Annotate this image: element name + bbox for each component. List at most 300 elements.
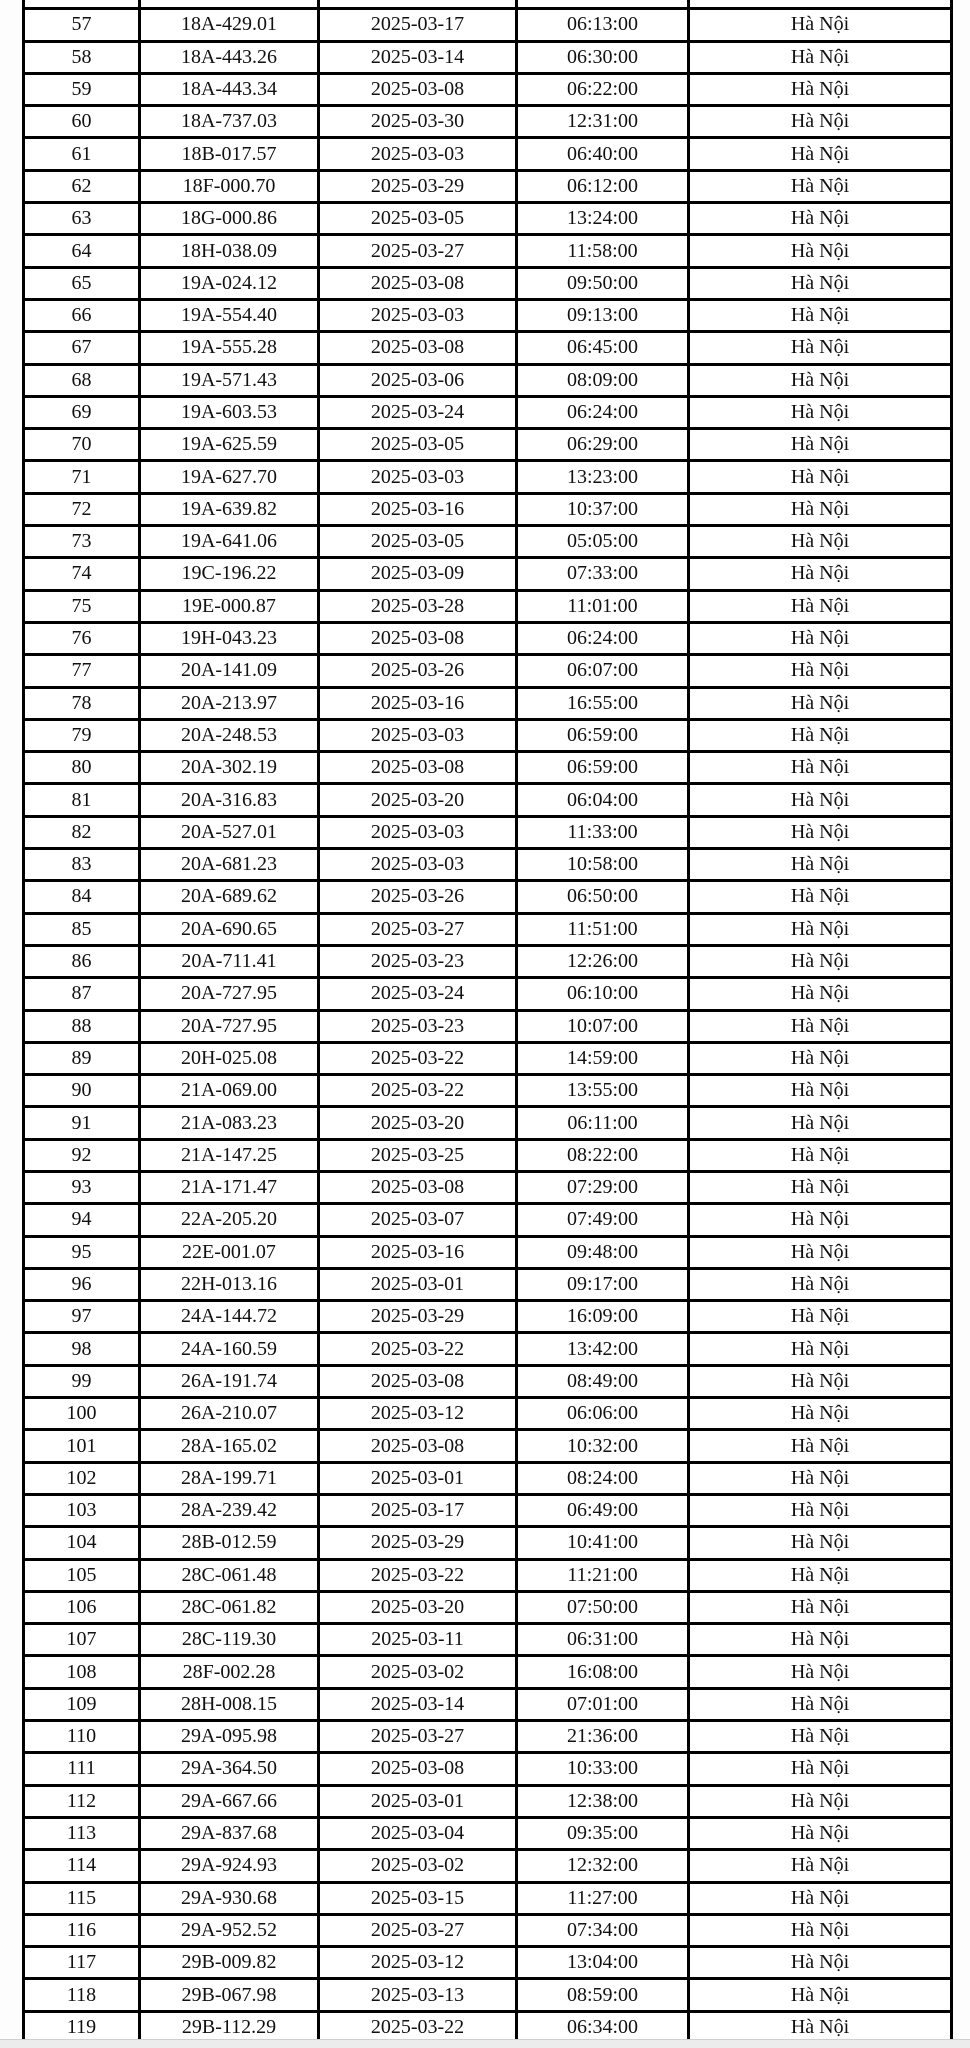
cell-date: 2025-03-17 <box>319 1494 517 1526</box>
cell-location: Hà Nội <box>689 493 952 525</box>
cell-location: Hà Nội <box>689 849 952 881</box>
cell-time: 10:41:00 <box>517 1527 689 1559</box>
cell-time: 10:58:00 <box>517 849 689 881</box>
cell-date: 2025-03-20 <box>319 1591 517 1623</box>
cell-time: 06:31:00 <box>517 1624 689 1656</box>
cell-index: 77 <box>24 655 140 687</box>
cell-location: Hà Nội <box>689 429 952 461</box>
cell-location: Hà Nội <box>689 1171 952 1203</box>
table-row <box>24 170 952 202</box>
cell-time: 14:59:00 <box>517 1042 689 1074</box>
cell-time: 12:31:00 <box>517 106 689 138</box>
cell-index: 61 <box>24 138 140 170</box>
cell-location: Hà Nội <box>689 1785 952 1817</box>
cell-plate: 22A-205.20 <box>140 1204 319 1236</box>
cell-plate: 20A-727.95 <box>140 1010 319 1042</box>
cell-date: 2025-03-08 <box>319 1365 517 1397</box>
cell-plate: 29A-095.98 <box>140 1721 319 1753</box>
cell-time: 07:49:00 <box>517 1204 689 1236</box>
cell-plate: 18A-443.34 <box>140 73 319 105</box>
cell-index: 111 <box>24 1753 140 1785</box>
cell-date: 2025-03-09 <box>319 558 517 590</box>
cell-plate: 29A-667.66 <box>140 1785 319 1817</box>
table-row <box>24 41 952 73</box>
cell-plate: 19C-196.22 <box>140 558 319 590</box>
cell-index: 99 <box>24 1365 140 1397</box>
cell-location: Hà Nội <box>689 332 952 364</box>
cell-index: 83 <box>24 849 140 881</box>
cell-time: 11:01:00 <box>517 590 689 622</box>
cell-index: 115 <box>24 1882 140 1914</box>
plate-table-body <box>24 0 952 2044</box>
table-row <box>24 1850 952 1882</box>
cell-date: 2025-03-29 <box>319 170 517 202</box>
cell-plate: 18A-429.01 <box>140 9 319 41</box>
table-row <box>24 1462 952 1494</box>
table-row <box>24 429 952 461</box>
cell-time: 06:24:00 <box>517 396 689 428</box>
cell-location: Hà Nội <box>689 1010 952 1042</box>
cell-date: 2025-03-30 <box>319 106 517 138</box>
cell-date <box>319 0 517 9</box>
cell-index: 72 <box>24 493 140 525</box>
cell-location: Hà Nội <box>689 978 952 1010</box>
cell-date: 2025-03-27 <box>319 1914 517 1946</box>
cell-time: 06:49:00 <box>517 1494 689 1526</box>
cell-index: 59 <box>24 73 140 105</box>
table-row <box>24 816 952 848</box>
cell-date: 2025-03-16 <box>319 1236 517 1268</box>
cell-time: 07:50:00 <box>517 1591 689 1623</box>
cell-plate: 26A-191.74 <box>140 1365 319 1397</box>
cell-date: 2025-03-08 <box>319 73 517 105</box>
cell-location: Hà Nội <box>689 1656 952 1688</box>
table-row <box>24 461 952 493</box>
cell-plate: 19A-555.28 <box>140 332 319 364</box>
cell-date: 2025-03-26 <box>319 881 517 913</box>
cell-date: 2025-03-05 <box>319 429 517 461</box>
table-row <box>24 1591 952 1623</box>
cell-date: 2025-03-22 <box>319 1075 517 1107</box>
cell-plate: 28C-119.30 <box>140 1624 319 1656</box>
cell-location: Hà Nội <box>689 1753 952 1785</box>
cell-plate: 19A-641.06 <box>140 526 319 558</box>
cell-plate: 22H-013.16 <box>140 1268 319 1300</box>
cell-date: 2025-03-04 <box>319 1817 517 1849</box>
cell-time: 09:48:00 <box>517 1236 689 1268</box>
cell-index: 92 <box>24 1139 140 1171</box>
cell-date: 2025-03-03 <box>319 816 517 848</box>
cell-index: 63 <box>24 203 140 235</box>
cell-index: 78 <box>24 687 140 719</box>
cell-location: Hà Nội <box>689 1301 952 1333</box>
table-row <box>24 913 952 945</box>
cell-index: 103 <box>24 1494 140 1526</box>
cell-date: 2025-03-12 <box>319 1947 517 1979</box>
cell-location: Hà Nội <box>689 687 952 719</box>
cell-time: 09:50:00 <box>517 267 689 299</box>
cell-index: 97 <box>24 1301 140 1333</box>
cell-date: 2025-03-12 <box>319 1398 517 1430</box>
cell-location: Hà Nội <box>689 461 952 493</box>
cell-time: 13:04:00 <box>517 1947 689 1979</box>
table-row <box>24 1010 952 1042</box>
cell-date: 2025-03-13 <box>319 1979 517 2011</box>
table-row <box>24 558 952 590</box>
cell-time: 16:55:00 <box>517 687 689 719</box>
cell-location: Hà Nội <box>689 138 952 170</box>
cell-plate: 26A-210.07 <box>140 1398 319 1430</box>
table-row <box>24 364 952 396</box>
cell-time: 07:01:00 <box>517 1688 689 1720</box>
cell-date: 2025-03-20 <box>319 784 517 816</box>
cell-index: 60 <box>24 106 140 138</box>
cell-date: 2025-03-27 <box>319 1721 517 1753</box>
cell-time: 12:26:00 <box>517 945 689 977</box>
cell-date: 2025-03-27 <box>319 913 517 945</box>
cell-date: 2025-03-23 <box>319 945 517 977</box>
cell-date: 2025-03-08 <box>319 1753 517 1785</box>
cell-date: 2025-03-15 <box>319 1882 517 1914</box>
cell-location: Hà Nội <box>689 526 952 558</box>
cell-location <box>689 0 952 9</box>
cell-date: 2025-03-27 <box>319 235 517 267</box>
cell-index: 105 <box>24 1559 140 1591</box>
cell-index: 102 <box>24 1462 140 1494</box>
cell-index: 90 <box>24 1075 140 1107</box>
cell-date: 2025-03-16 <box>319 687 517 719</box>
cell-index: 80 <box>24 752 140 784</box>
cell-location: Hà Nội <box>689 1462 952 1494</box>
table-row <box>24 945 952 977</box>
cell-time: 08:09:00 <box>517 364 689 396</box>
cell-location: Hà Nội <box>689 1850 952 1882</box>
table-row <box>24 1624 952 1656</box>
table-row <box>24 1947 952 1979</box>
cell-plate: 29A-924.93 <box>140 1850 319 1882</box>
cell-plate: 20A-727.95 <box>140 978 319 1010</box>
cell-index: 88 <box>24 1010 140 1042</box>
cell-time: 06:07:00 <box>517 655 689 687</box>
cell-time <box>517 0 689 9</box>
cell-date: 2025-03-29 <box>319 1527 517 1559</box>
cell-plate: 29A-364.50 <box>140 1753 319 1785</box>
table-row <box>24 1236 952 1268</box>
cell-plate: 20A-681.23 <box>140 849 319 881</box>
cell-index: 69 <box>24 396 140 428</box>
cell-date: 2025-03-14 <box>319 1688 517 1720</box>
table-row <box>24 687 952 719</box>
cell-time: 12:38:00 <box>517 1785 689 1817</box>
cell-date: 2025-03-07 <box>319 1204 517 1236</box>
cell-date: 2025-03-16 <box>319 493 517 525</box>
cell-date: 2025-03-17 <box>319 9 517 41</box>
table-row <box>24 1979 952 2011</box>
cell-location: Hà Nội <box>689 1494 952 1526</box>
cell-index: 68 <box>24 364 140 396</box>
cell-location: Hà Nội <box>689 299 952 331</box>
partial-row-above <box>24 0 952 9</box>
cell-time: 16:08:00 <box>517 1656 689 1688</box>
cell-location: Hà Nội <box>689 267 952 299</box>
table-row <box>24 1268 952 1300</box>
table-row <box>24 396 952 428</box>
cell-location: Hà Nội <box>689 1817 952 1849</box>
horizontal-scrollbar[interactable] <box>0 2039 970 2048</box>
cell-location: Hà Nội <box>689 784 952 816</box>
cell-date: 2025-03-14 <box>319 41 517 73</box>
cell-location: Hà Nội <box>689 622 952 654</box>
cell-location: Hà Nội <box>689 1527 952 1559</box>
cell-index: 112 <box>24 1785 140 1817</box>
cell-index: 114 <box>24 1850 140 1882</box>
cell-date: 2025-03-01 <box>319 1462 517 1494</box>
cell-date: 2025-03-08 <box>319 1171 517 1203</box>
cell-index: 82 <box>24 816 140 848</box>
table-row <box>24 332 952 364</box>
cell-plate: 29A-837.68 <box>140 1817 319 1849</box>
cell-date: 2025-03-25 <box>319 1139 517 1171</box>
cell-location: Hà Nội <box>689 1559 952 1591</box>
cell-location: Hà Nội <box>689 1430 952 1462</box>
cell-date: 2025-03-22 <box>319 1559 517 1591</box>
table-row <box>24 1688 952 1720</box>
cell-plate: 28A-165.02 <box>140 1430 319 1462</box>
cell-plate: 28H-008.15 <box>140 1688 319 1720</box>
cell-index: 84 <box>24 881 140 913</box>
table-row <box>24 1333 952 1365</box>
table-row <box>24 1204 952 1236</box>
cell-location: Hà Nội <box>689 1107 952 1139</box>
table-row <box>24 73 952 105</box>
cell-location: Hà Nội <box>689 1204 952 1236</box>
cell-date: 2025-03-03 <box>319 138 517 170</box>
cell-date: 2025-03-23 <box>319 1010 517 1042</box>
cell-index: 75 <box>24 590 140 622</box>
cell-location: Hà Nội <box>689 719 952 751</box>
cell-plate: 19E-000.87 <box>140 590 319 622</box>
cell-plate: 29B-112.29 <box>140 2011 319 2043</box>
cell-time: 08:24:00 <box>517 1462 689 1494</box>
cell-plate: 18B-017.57 <box>140 138 319 170</box>
table-row <box>24 1171 952 1203</box>
cell-time: 09:13:00 <box>517 299 689 331</box>
table-row <box>24 267 952 299</box>
cell-time: 06:34:00 <box>517 2011 689 2043</box>
cell-index: 113 <box>24 1817 140 1849</box>
cell-location: Hà Nội <box>689 1591 952 1623</box>
cell-location: Hà Nội <box>689 1075 952 1107</box>
table-row <box>24 1494 952 1526</box>
cell-index: 87 <box>24 978 140 1010</box>
cell-location: Hà Nội <box>689 170 952 202</box>
cell-location: Hà Nội <box>689 41 952 73</box>
cell-plate: 20A-302.19 <box>140 752 319 784</box>
table-row <box>24 784 952 816</box>
cell-date: 2025-03-05 <box>319 203 517 235</box>
cell-time: 10:32:00 <box>517 1430 689 1462</box>
cell-date: 2025-03-11 <box>319 1624 517 1656</box>
cell-plate: 19A-024.12 <box>140 267 319 299</box>
cell-plate: 18A-443.26 <box>140 41 319 73</box>
table-row <box>24 590 952 622</box>
table-row <box>24 1559 952 1591</box>
cell-location: Hà Nội <box>689 752 952 784</box>
cell-index <box>24 0 140 9</box>
table-row <box>24 138 952 170</box>
cell-plate: 24A-160.59 <box>140 1333 319 1365</box>
cell-location: Hà Nội <box>689 1268 952 1300</box>
cell-location: Hà Nội <box>689 558 952 590</box>
cell-plate: 21A-171.47 <box>140 1171 319 1203</box>
cell-location: Hà Nội <box>689 590 952 622</box>
cell-time: 11:58:00 <box>517 235 689 267</box>
table-row <box>24 1301 952 1333</box>
cell-location: Hà Nội <box>689 945 952 977</box>
cell-plate: 18F-000.70 <box>140 170 319 202</box>
cell-index: 81 <box>24 784 140 816</box>
cell-time: 08:59:00 <box>517 1979 689 2011</box>
cell-index: 118 <box>24 1979 140 2011</box>
table-row <box>24 1398 952 1430</box>
cell-plate: 20A-689.62 <box>140 881 319 913</box>
cell-date: 2025-03-26 <box>319 655 517 687</box>
cell-time: 21:36:00 <box>517 1721 689 1753</box>
table-row <box>24 526 952 558</box>
cell-time: 07:29:00 <box>517 1171 689 1203</box>
cell-index: 89 <box>24 1042 140 1074</box>
table-row <box>24 203 952 235</box>
cell-location: Hà Nội <box>689 235 952 267</box>
cell-location: Hà Nội <box>689 1979 952 2011</box>
cell-time: 06:04:00 <box>517 784 689 816</box>
cell-plate: 20H-025.08 <box>140 1042 319 1074</box>
cell-plate: 19A-625.59 <box>140 429 319 461</box>
cell-plate: 21A-147.25 <box>140 1139 319 1171</box>
cell-time: 13:42:00 <box>517 1333 689 1365</box>
cell-index: 94 <box>24 1204 140 1236</box>
cell-plate: 19A-554.40 <box>140 299 319 331</box>
cell-index: 57 <box>24 9 140 41</box>
cell-plate: 28B-012.59 <box>140 1527 319 1559</box>
cell-date: 2025-03-08 <box>319 332 517 364</box>
cell-date: 2025-03-08 <box>319 622 517 654</box>
cell-index: 108 <box>24 1656 140 1688</box>
cell-index: 66 <box>24 299 140 331</box>
cell-index: 101 <box>24 1430 140 1462</box>
cell-plate: 21A-069.00 <box>140 1075 319 1107</box>
cell-index: 65 <box>24 267 140 299</box>
table-row <box>24 1075 952 1107</box>
cell-plate: 22E-001.07 <box>140 1236 319 1268</box>
cell-plate: 28A-239.42 <box>140 1494 319 1526</box>
cell-time: 13:23:00 <box>517 461 689 493</box>
cell-index: 117 <box>24 1947 140 1979</box>
cell-location: Hà Nội <box>689 1688 952 1720</box>
cell-date: 2025-03-08 <box>319 1430 517 1462</box>
cell-date: 2025-03-01 <box>319 1268 517 1300</box>
cell-time: 13:24:00 <box>517 203 689 235</box>
cell-time: 11:27:00 <box>517 1882 689 1914</box>
cell-index: 62 <box>24 170 140 202</box>
cell-plate <box>140 0 319 9</box>
cell-time: 05:05:00 <box>517 526 689 558</box>
cell-date: 2025-03-03 <box>319 849 517 881</box>
cell-plate: 18H-038.09 <box>140 235 319 267</box>
cell-time: 06:22:00 <box>517 73 689 105</box>
cell-index: 91 <box>24 1107 140 1139</box>
cell-time: 07:33:00 <box>517 558 689 590</box>
cell-date: 2025-03-29 <box>319 1301 517 1333</box>
cell-location: Hà Nội <box>689 9 952 41</box>
cell-plate: 24A-144.72 <box>140 1301 319 1333</box>
cell-date: 2025-03-06 <box>319 364 517 396</box>
cell-plate: 20A-248.53 <box>140 719 319 751</box>
table-row <box>24 1753 952 1785</box>
table-row <box>24 235 952 267</box>
cell-date: 2025-03-22 <box>319 1333 517 1365</box>
cell-index: 110 <box>24 1721 140 1753</box>
cell-time: 06:45:00 <box>517 332 689 364</box>
cell-time: 10:37:00 <box>517 493 689 525</box>
cell-index: 96 <box>24 1268 140 1300</box>
cell-index: 71 <box>24 461 140 493</box>
table-row <box>24 1817 952 1849</box>
cell-date: 2025-03-24 <box>319 396 517 428</box>
cell-index: 85 <box>24 913 140 945</box>
cell-index: 58 <box>24 41 140 73</box>
cell-time: 06:13:00 <box>517 9 689 41</box>
cell-location: Hà Nội <box>689 1042 952 1074</box>
table-row <box>24 493 952 525</box>
cell-location: Hà Nội <box>689 2011 952 2043</box>
cell-index: 116 <box>24 1914 140 1946</box>
cell-plate: 29B-009.82 <box>140 1947 319 1979</box>
cell-plate: 19A-603.53 <box>140 396 319 428</box>
cell-plate: 29A-952.52 <box>140 1914 319 1946</box>
cell-time: 07:34:00 <box>517 1914 689 1946</box>
cell-plate: 28A-199.71 <box>140 1462 319 1494</box>
cell-plate: 20A-711.41 <box>140 945 319 977</box>
table-row <box>24 719 952 751</box>
cell-time: 08:22:00 <box>517 1139 689 1171</box>
table-row <box>24 881 952 913</box>
cell-plate: 20A-527.01 <box>140 816 319 848</box>
cell-location: Hà Nội <box>689 364 952 396</box>
cell-time: 06:30:00 <box>517 41 689 73</box>
cell-location: Hà Nội <box>689 655 952 687</box>
cell-time: 10:07:00 <box>517 1010 689 1042</box>
cell-plate: 29B-067.98 <box>140 1979 319 2011</box>
license-plate-table <box>22 0 953 2045</box>
table-row <box>24 622 952 654</box>
cell-location: Hà Nội <box>689 1914 952 1946</box>
table-row <box>24 1139 952 1171</box>
cell-location: Hà Nội <box>689 106 952 138</box>
cell-index: 76 <box>24 622 140 654</box>
cell-location: Hà Nội <box>689 1139 952 1171</box>
cell-index: 93 <box>24 1171 140 1203</box>
cell-plate: 20A-141.09 <box>140 655 319 687</box>
cell-index: 119 <box>24 2011 140 2043</box>
cell-date: 2025-03-03 <box>319 299 517 331</box>
cell-date: 2025-03-01 <box>319 1785 517 1817</box>
table-row <box>24 1914 952 1946</box>
cell-date: 2025-03-22 <box>319 2011 517 2043</box>
table-row <box>24 106 952 138</box>
cell-time: 06:40:00 <box>517 138 689 170</box>
cell-index: 67 <box>24 332 140 364</box>
